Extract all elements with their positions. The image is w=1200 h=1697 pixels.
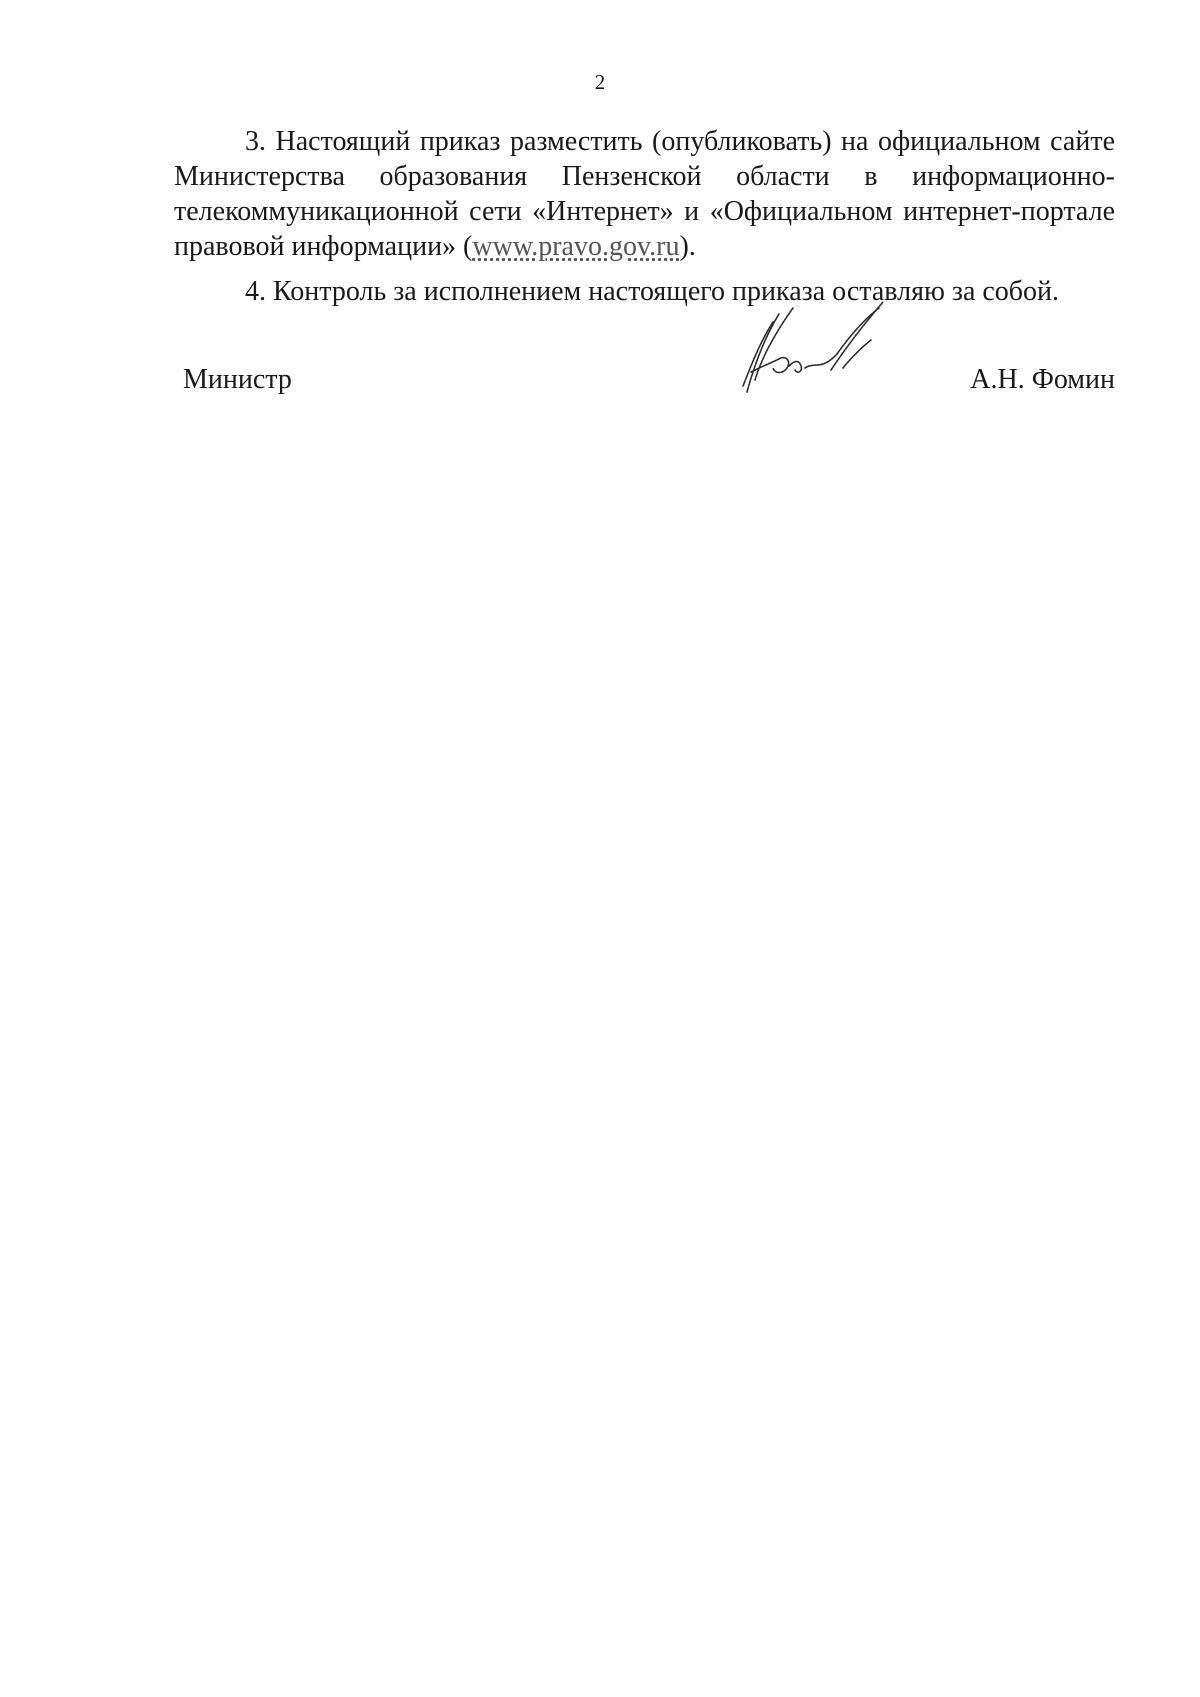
document-body — [174, 124, 1115, 309]
pravo-link[interactable]: www.pravo.gov.ru — [472, 231, 680, 262]
paragraph-3-text: 3. Настоящий приказ разместить (опубликовать) на официальном сайте Министерства образования Пензенской области в информационно-телекоммуникационной сети «Интернет» и «Официальном интернет-портале правовой информации» ( — [174, 126, 1115, 262]
signer-name: А.Н. Фомин — [970, 364, 1115, 395]
signer-position: Министр — [183, 364, 292, 395]
paragraph-4: 4. Контроль за исполнением настоящего приказа оставляю за собой. — [245, 276, 1060, 307]
signature-row — [0, 362, 1200, 402]
page-number: 2 — [594, 70, 606, 94]
paragraph-3-tail: ). — [679, 231, 696, 262]
paragraph-3 — [174, 124, 1115, 264]
